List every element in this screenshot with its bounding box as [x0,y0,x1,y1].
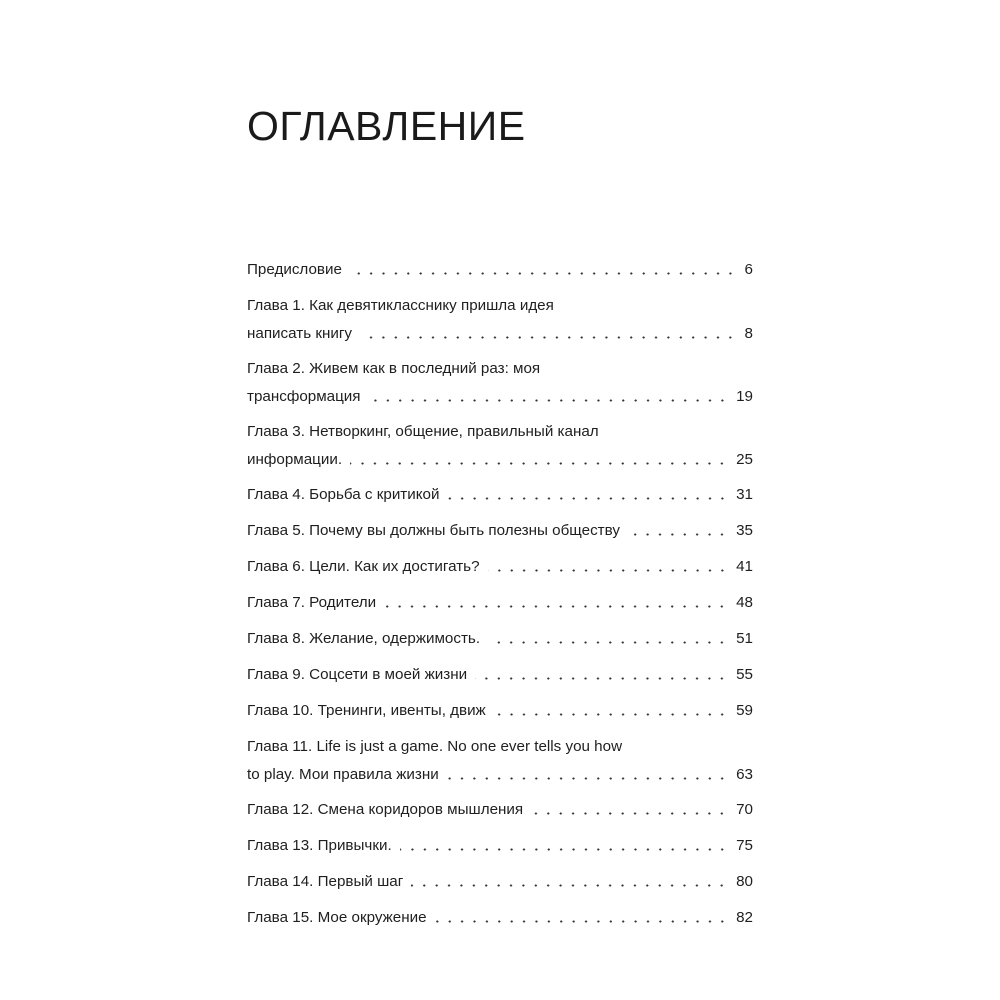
toc-entry-row [247,256,753,284]
dot-leader [475,677,728,680]
toc-entry [247,292,753,348]
dot-leader [447,777,728,780]
table-of-contents [247,256,753,940]
toc-entry-title-line: Глава 6. Цели. Как их достигать? [247,558,480,575]
page-number: 41 [736,558,753,575]
page-number: 51 [736,630,753,647]
page-number: 82 [736,909,753,926]
toc-entry [247,355,753,411]
dot-leader [350,462,728,465]
toc-entry-title-line: Глава 1. Как девятикласснику пришла идея [247,297,554,314]
page-number: 8 [744,325,753,342]
page-number: 19 [736,388,753,405]
toc-entry-row [247,625,753,653]
page-number: 80 [736,873,753,890]
toc-entry [247,625,753,653]
page-number: 25 [736,451,753,468]
dot-leader [488,569,729,572]
toc-entry [247,481,753,509]
toc-entry [247,868,753,896]
page-number: 63 [736,766,753,783]
page-number: 55 [736,666,753,683]
toc-entry-title-line: Глава 7. Родители [247,594,377,611]
toc-entry-title-line: Предисловие [247,261,342,278]
page-number: 6 [744,261,753,278]
toc-entry-title-line: Глава 8. Желание, одержимость. [247,630,481,647]
page-number: 48 [736,594,753,611]
page-number: 59 [736,702,753,719]
page-number: 75 [736,837,753,854]
toc-entry-row [247,697,753,725]
dot-leader [350,272,737,275]
dot-leader [360,336,737,339]
toc-entry-row [247,761,753,789]
dot-leader [488,641,728,644]
dot-leader [384,605,728,608]
dot-leader [411,884,728,887]
toc-entry-title-line: Глава 10. Тренинги, ивенты, движ [247,702,486,719]
toc-entry-row [247,553,753,581]
toc-entry [247,589,753,617]
toc-entry-row [247,481,753,509]
toc-entry-title-line: Глава 12. Смена коридоров мышления [247,801,524,818]
toc-entry-title-line: Глава 9. Соцсети в моей жизни [247,666,468,683]
toc-entry [247,256,753,284]
toc-entry-title-line: Глава 11. Life is just a game. No one ever tells you how [247,738,623,755]
dot-leader [369,399,729,402]
toc-entry-title-line: Глава 3. Нетворкинг, общение, правильный канал [247,423,599,440]
toc-entry-title-line: Глава 14. Первый шаг [247,873,404,890]
toc-entry-row [247,904,753,932]
toc-entry-row [247,661,753,689]
toc-entry [247,418,753,474]
dot-leader [435,920,729,923]
page-number: 31 [736,486,753,503]
page-number: 70 [736,801,753,818]
toc-entry-title-line: Глава 4. Борьба с критикой [247,486,440,503]
toc-entry-title-line: to play. Мои правила жизни [247,766,439,783]
toc-entry-title-line: Глава 2. Живем как в последний раз: моя [247,360,541,377]
page-title: ОГЛАВЛЕНИЕ [247,103,526,149]
toc-entry-row [247,517,753,545]
toc-entry [247,517,753,545]
toc-entry-row [247,589,753,617]
toc-entry-row [247,868,753,896]
dot-leader [628,533,728,536]
toc-entry-title-line: трансформация [247,388,361,405]
toc-entry-row [247,320,753,348]
toc-entry-title-line: Глава 5. Почему вы должны быть полезны обществу [247,522,620,539]
toc-entry-title-line: информации. [247,451,343,468]
dot-leader [448,497,729,500]
dot-leader [400,848,728,851]
toc-entry [247,796,753,824]
toc-entry-row [247,383,753,411]
toc-entry-row [247,446,753,474]
page-number: 35 [736,522,753,539]
toc-entry [247,553,753,581]
toc-entry-row [247,796,753,824]
toc-entry [247,697,753,725]
dot-leader [531,812,728,815]
toc-entry-title-line: написать книгу [247,325,352,342]
toc-entry-title-line: Глава 13. Привычки. [247,837,392,854]
toc-entry [247,733,753,789]
dot-leader [494,713,728,716]
toc-entry [247,904,753,932]
toc-entry-title-line: Глава 15. Мое окружение [247,909,427,926]
toc-entry-row [247,832,753,860]
toc-entry [247,661,753,689]
toc-entry [247,832,753,860]
